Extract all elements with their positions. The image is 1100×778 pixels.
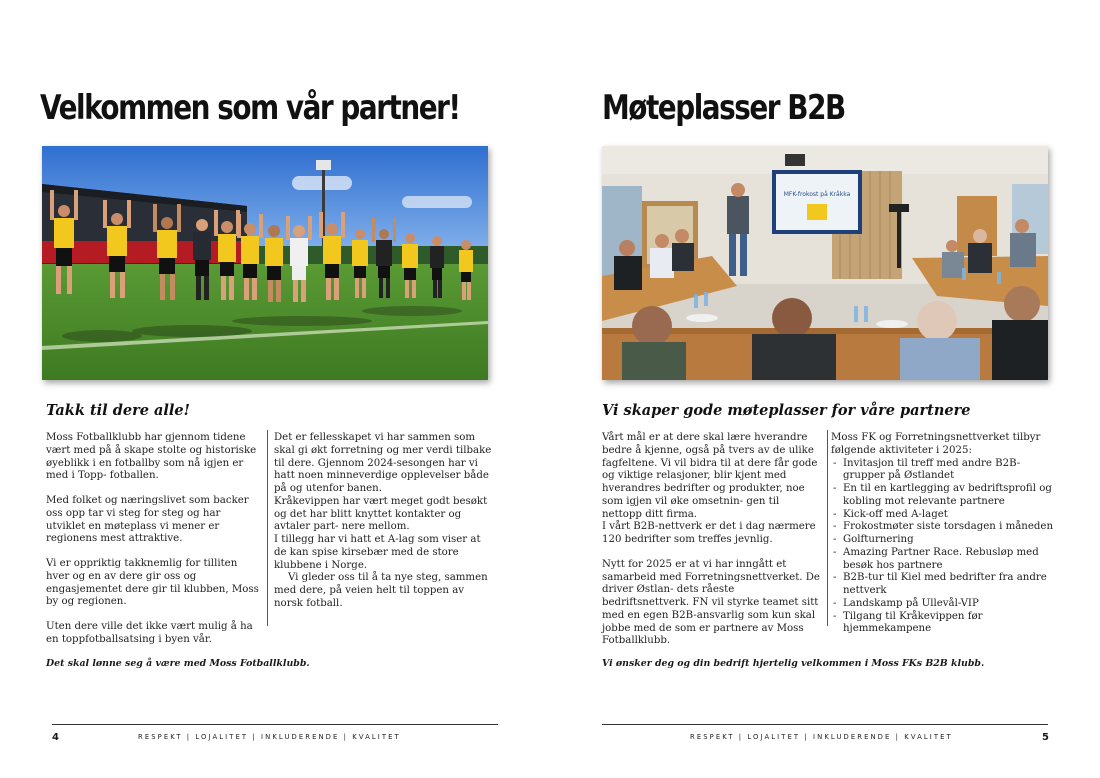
text-column-1 bbox=[602, 432, 822, 660]
list-item: - Golfturnering bbox=[831, 534, 1053, 547]
section-subtitle: Takk til dere alle! bbox=[46, 402, 190, 419]
text-column-2 bbox=[831, 432, 1053, 636]
footer-rule bbox=[52, 724, 498, 725]
list-item: - Frokostmøter siste torsdagen i måneden bbox=[831, 521, 1053, 534]
paragraph: Vi er oppriktig takknemlig for tilliten hver og en av dere gir oss og engasjementet dere gir til klubben, Moss by og regionen. bbox=[46, 558, 259, 608]
list-item: - B2B-tur til Kiel med bedrifter fra andre nettverk bbox=[831, 572, 1053, 598]
text-column-1 bbox=[46, 432, 262, 659]
footer-rule bbox=[602, 724, 1048, 725]
paragraph: I tillegg har vi hatt et A-lag som viser at de kan spise kirsebær med de store klubbene i Norge. bbox=[274, 534, 481, 571]
paragraph: Kråkevippen har vært meget godt besøkt og det har blitt knyttet kontakter og avtaler part- nere mellom. bbox=[274, 495, 488, 533]
meeting-room-photo bbox=[602, 146, 1048, 380]
team-celebration-photo bbox=[42, 146, 488, 380]
page-title: Møteplasser B2B bbox=[602, 88, 845, 128]
paragraph: Uten dere ville det ikke vært mulig å ha en toppfotballsatsing i byen vår. bbox=[46, 621, 253, 645]
page-title: Velkommen som vår partner! bbox=[40, 88, 460, 128]
column-divider bbox=[827, 430, 828, 626]
paragraph: Moss Fotballklubb har gjennom tidene vært med på å skape stolte og historiske øyeblikk i en fotballby som nå igjen er med i Topp- fotballen. bbox=[46, 432, 257, 482]
list-item: - Landskamp på Ullevål-VIP bbox=[831, 598, 1053, 611]
list-item: - Kick-off med A-laget bbox=[831, 509, 1053, 522]
list-item: - En til en kartlegging av bedriftsprofil og kobling mot relevante partnere bbox=[831, 483, 1053, 509]
screen-text: MFK-frokost på Kråkka bbox=[783, 191, 851, 198]
list-item: - Invitasjon til treff med andre B2B-grupper på Østlandet bbox=[831, 458, 1053, 484]
column-divider bbox=[267, 430, 268, 626]
paragraph: Vi gleder oss til å ta nye steg, sammen med dere, på veien helt til toppen av norsk fotball. bbox=[274, 572, 488, 609]
closing-statement: Vi ønsker deg og din bedrift hjertelig velkommen i Moss FKs B2B klubb. bbox=[602, 658, 985, 669]
list-item: - Tilgang til Kråkevippen før hjemmekampene bbox=[831, 611, 1053, 637]
paragraph: Det er fellesskapet vi har sammen som skal gi økt forretning og mer verdi tilbake til dere. Gjennom 2024-sesongen har vi hatt noen minneverdige opplevelser både på og utenfor banen. bbox=[274, 432, 492, 494]
footer-values: RESPEKT | LOJALITET | INKLUDERENDE | KVALITET bbox=[690, 733, 953, 741]
activities-list bbox=[831, 458, 1053, 637]
paragraph: Nytt for 2025 er at vi har inngått et samarbeid med Forretningsnettverket. De driver Østlan- dets råeste bedriftsnettverk. FN vil styrke teamet sitt med en egen B2B-ansvarlig som kun skal jobbe med de som er partnere av Moss Fotballklubb. bbox=[602, 558, 820, 647]
activities-intro: Moss FK og Forretningsnettverket tilbyr følgende aktiviteter i 2025: bbox=[831, 432, 1041, 456]
footer-values: RESPEKT | LOJALITET | INKLUDERENDE | KVALITET bbox=[138, 733, 401, 741]
section-subtitle: Vi skaper gode møteplasser for våre partnere bbox=[602, 402, 971, 419]
page-number: 4 bbox=[52, 732, 59, 743]
page-right bbox=[550, 0, 1100, 778]
page-number: 5 bbox=[1042, 732, 1049, 743]
closing-statement: Det skal lønne seg å være med Moss Fotballklubb. bbox=[46, 658, 310, 669]
paragraph: I vårt B2B-nettverk er det i dag nærmere 120 bedrifter som treffes jevnlig. bbox=[602, 521, 816, 545]
paragraph: Med folket og næringslivet som backer oss opp tar vi steg for steg og har utviklet en møteplass vi mener er regionens mest attraktive. bbox=[46, 495, 249, 545]
text-column-2 bbox=[274, 432, 492, 611]
paragraph: Vårt mål er at dere skal lære hverandre bedre å kjenne, også på tvers av de ulike fagfeltene. Vi vil bidra til at dere får gode og viktige relasjoner, blir kjent med hverandres bedrifter og produkter, noe som igjen vil øke omsetnin- gen til nettopp ditt firma. bbox=[602, 432, 818, 520]
list-item: - Amazing Partner Race. Rebusløp med besøk hos partnere bbox=[831, 547, 1053, 573]
